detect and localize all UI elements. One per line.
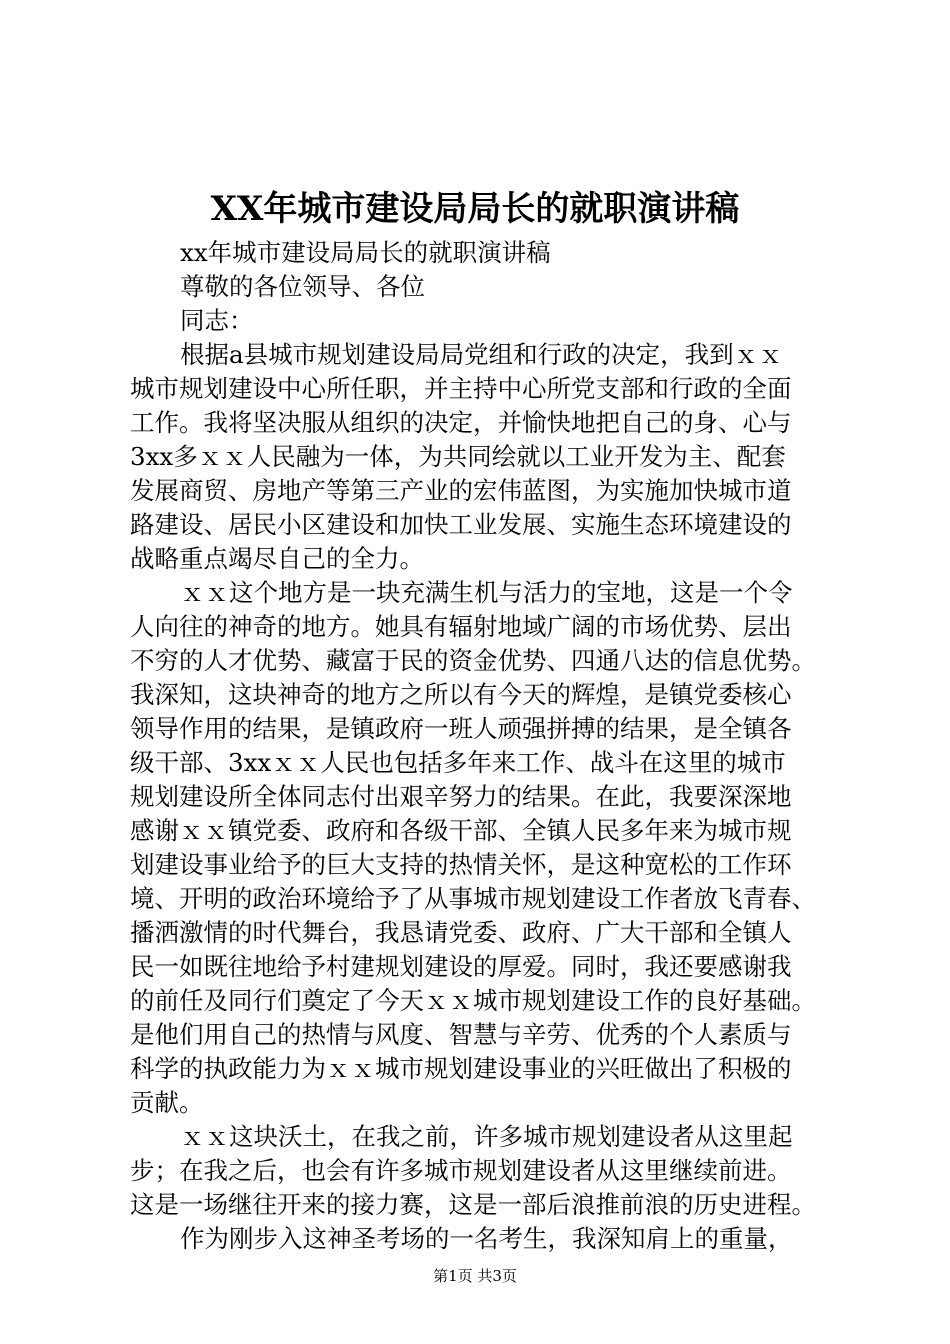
body-line: 划建设事业给予的巨大支持的热情关怀，是这种宽松的工作环 xyxy=(130,850,792,879)
body-line: 根据a县城市规划建设局局党组和行政的决定，我到ｘｘ xyxy=(180,340,783,369)
page-footer: 第1页 共3页 xyxy=(433,1267,517,1285)
body-line: 战略重点竭尽自己的全力。 xyxy=(130,544,424,573)
intro-line: 尊敬的各位领导、各位 xyxy=(180,272,425,301)
body-line: 民一如既往地给予村建规划建设的厚爱。同时，我还要感谢我 xyxy=(130,952,792,981)
document-title: XX年城市建设局局长的就职演讲稿 xyxy=(210,189,740,229)
body-line: 发展商贸、房地产等第三产业的宏伟蓝图，为实施加快城市道 xyxy=(130,476,792,505)
body-line: 城市规划建设中心所任职，并主持中心所党支部和行政的全面 xyxy=(130,374,792,403)
body-line: 工作。我将坚决服从组织的决定，并愉快地把自己的身、心与 xyxy=(130,408,792,437)
body-line: 贡献。 xyxy=(130,1088,204,1117)
body-line: ｘｘ这个地方是一块充满生机与活力的宝地，这是一个令 xyxy=(180,578,793,607)
body-line: 规划建设所全体同志付出艰辛努力的结果。在此，我要深深地 xyxy=(130,782,792,811)
body-line: 不穷的人才优势、藏富于民的资金优势、四通八达的信息优势。 xyxy=(130,646,816,675)
body-line: 人向往的神奇的地方。她具有辐射地域广阔的市场优势、层出 xyxy=(130,612,792,641)
body-line: 作为刚步入这神圣考场的一名考生，我深知肩上的重量， xyxy=(180,1224,793,1253)
body-line: 级干部、3xxｘｘ人民也包括多年来工作、战斗在这里的城市 xyxy=(130,748,786,777)
body-line: 这是一场继往开来的接力赛，这是一部后浪推前浪的历史进程。 xyxy=(130,1190,816,1219)
body-line: 是他们用自己的热情与风度、智慧与辛劳、优秀的个人素质与 xyxy=(130,1020,792,1049)
body-line: 领导作用的结果，是镇政府一班人顽强拼搏的结果，是全镇各 xyxy=(130,714,792,743)
intro-line: xx年城市建设局局长的就职演讲稿 xyxy=(180,238,551,267)
body-line: 的前任及同行们奠定了今天ｘｘ城市规划建设工作的良好基础。 xyxy=(130,986,816,1015)
body-line: 路建设、居民小区建设和加快工业发展、实施生态环境建设的 xyxy=(130,510,792,539)
body-line: 步；在我之后，也会有许多城市规划建设者从这里继续前进。 xyxy=(130,1156,792,1185)
body-line: ｘｘ这块沃土，在我之前，许多城市规划建设者从这里起 xyxy=(180,1122,793,1151)
body-line: 播洒激情的时代舞台，我恳请党委、政府、广大干部和全镇人 xyxy=(130,918,792,947)
body-line: 境、开明的政治环境给予了从事城市规划建设工作者放飞青春、 xyxy=(130,884,816,913)
body-line: 3xx多ｘｘ人民融为一体，为共同绘就以工业开发为主、配套 xyxy=(130,442,786,471)
intro-line: 同志： xyxy=(180,306,254,335)
body-line: 科学的执政能力为ｘｘ城市规划建设事业的兴旺做出了积极的 xyxy=(130,1054,792,1083)
body-line: 感谢ｘｘ镇党委、政府和各级干部、全镇人民多年来为城市规 xyxy=(130,816,792,845)
body-line: 我深知，这块神奇的地方之所以有今天的辉煌，是镇党委核心 xyxy=(130,680,792,709)
